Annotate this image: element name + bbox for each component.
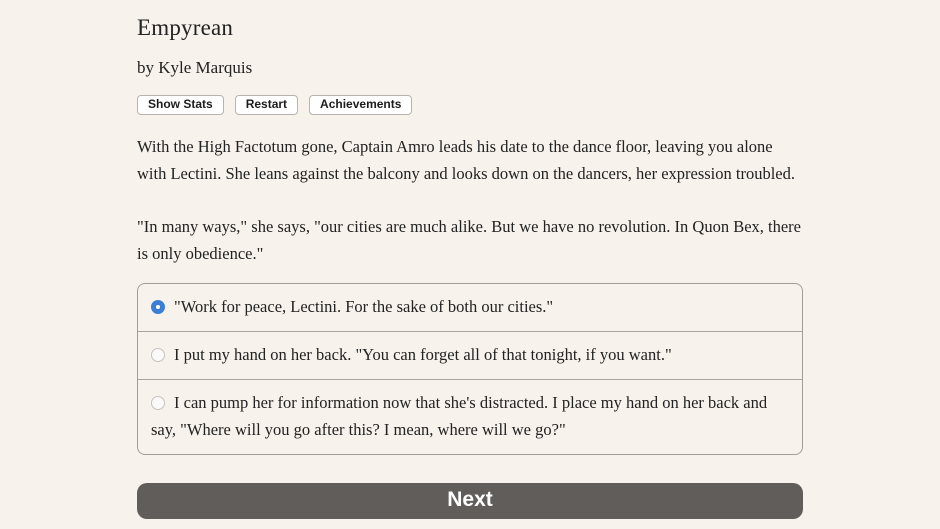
achievements-button[interactable]: Achievements <box>309 95 412 115</box>
choice-label: I can pump her for information now that she's distracted. I place my hand on her back and say, "Where will you go after this? I mean, where will we go?" <box>151 393 768 439</box>
toolbar <box>137 95 803 115</box>
story-text <box>137 133 803 267</box>
choice-option[interactable] <box>138 331 802 379</box>
choice-option[interactable] <box>138 284 802 331</box>
page-content <box>137 0 803 519</box>
author-byline: by Kyle Marquis <box>137 58 253 77</box>
choice-label: "Work for peace, Lectini. For the sake of both our cities." <box>174 297 554 316</box>
next-button[interactable]: Next <box>137 483 803 519</box>
choice-label: I put my hand on her back. "You can forget all of that tonight, if you want." <box>174 345 672 364</box>
story-paragraph: "In many ways," she says, "our cities are much alike. But we have no revolution. In Quon Bex, there is only obedience." <box>137 217 801 263</box>
page-title: Empyrean <box>137 15 234 40</box>
radio-button[interactable] <box>151 396 165 410</box>
restart-button[interactable]: Restart <box>235 95 298 115</box>
choice-option[interactable] <box>138 379 802 454</box>
radio-button[interactable] <box>151 348 165 362</box>
story-paragraph: With the High Factotum gone, Captain Amro leads his date to the dance floor, leaving you alone with Lectini. She leans against the balcony and looks down on the dancers, her expression troubled. <box>137 137 796 183</box>
radio-button[interactable] <box>151 300 165 314</box>
choice-group <box>137 283 803 455</box>
show-stats-button[interactable]: Show Stats <box>137 95 224 115</box>
